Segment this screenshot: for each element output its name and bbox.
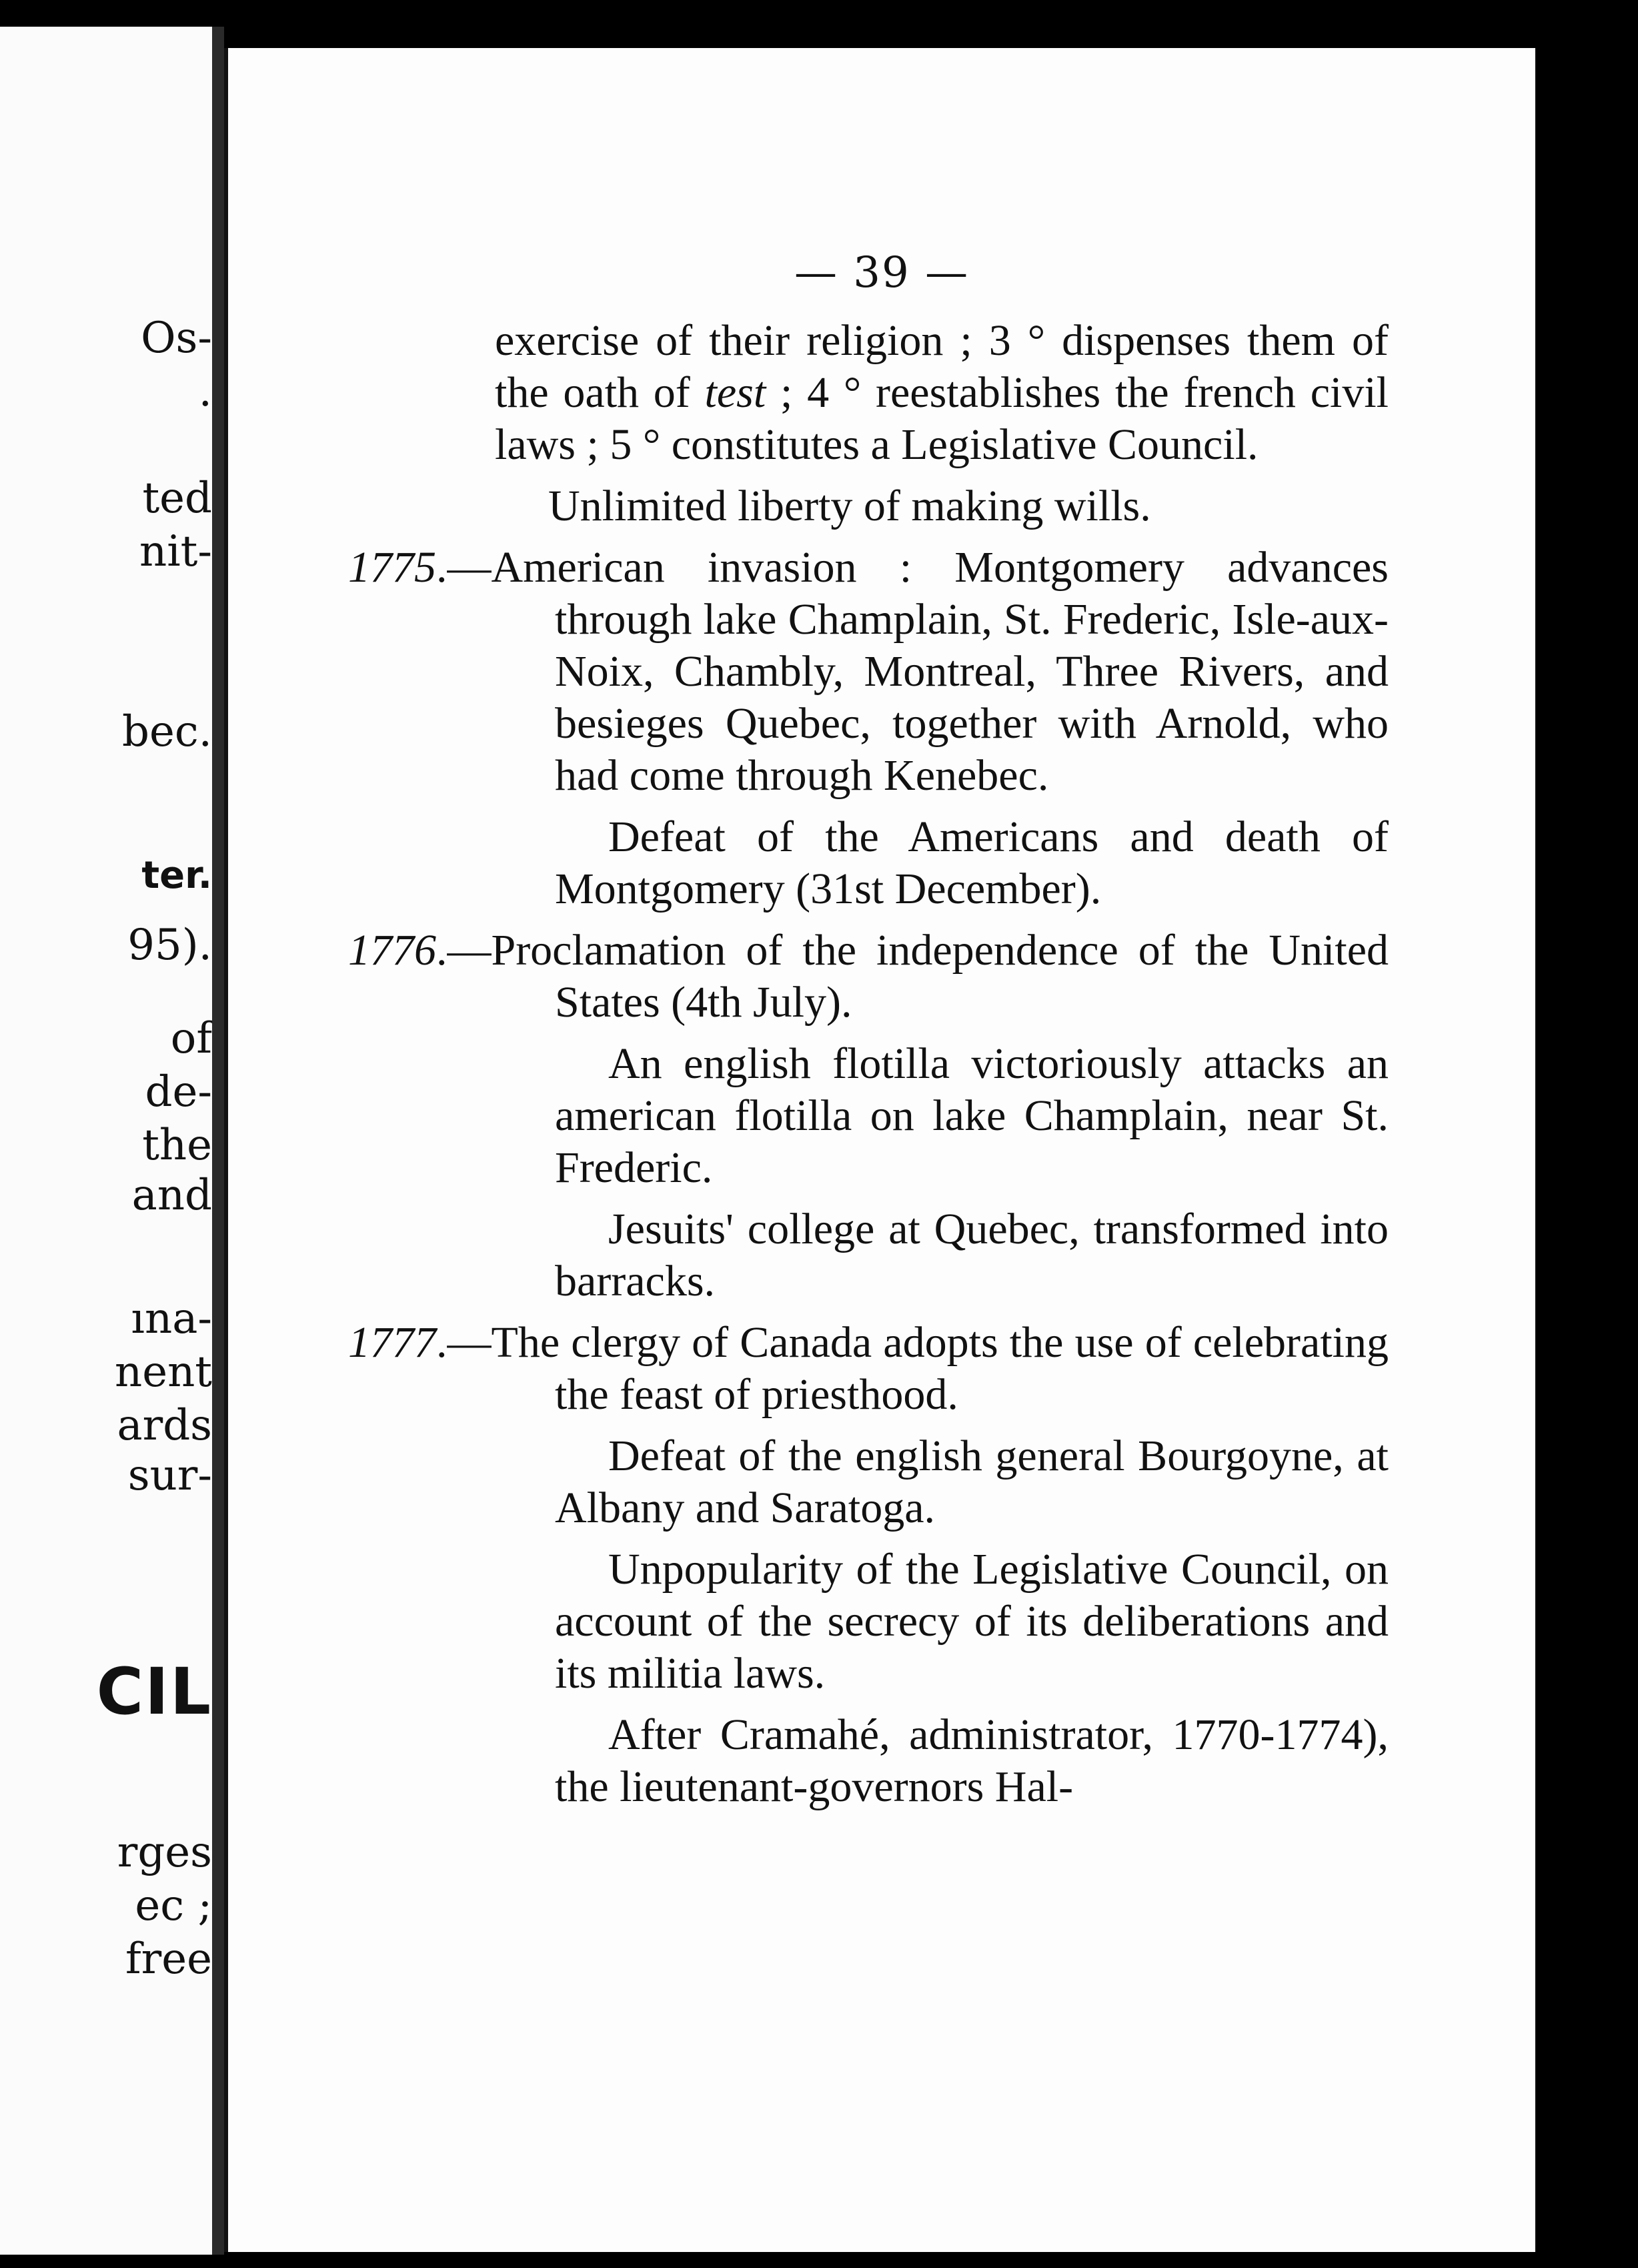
facing-text-fragment: ards (117, 1401, 212, 1450)
entry-sub-paragraph: Defeat of the english general Bourgoyne, at Albany and Saratoga. (555, 1432, 1389, 1532)
entry-text: .—American invasion : Montgomery advances through lake Champlain, St. Frederic, Isle-aux-Noix, Chambly, Montreal, Three Rivers, and besieges Quebec, together with Arnold, who had come through Kenebec. (436, 543, 1389, 800)
facing-text-fragment: . (198, 367, 212, 416)
facing-text-fragment: 95). (127, 921, 212, 970)
entry-text: .—The clergy of Canada adopts the use of celebrating the feast of priesthood. (436, 1318, 1389, 1419)
facing-text-fragment: and (131, 1171, 212, 1220)
facing-heading-fragment: CIL (96, 1654, 212, 1729)
facing-text-fragment: ted (142, 474, 212, 523)
chronology-entry (348, 1317, 1389, 1813)
page-gutter (212, 27, 224, 2255)
italic-term: test (704, 368, 766, 417)
entry-sub-paragraph: After Cramahé, administrator, 1770-1774), the lieutenant-governors Hal- (555, 1710, 1389, 1811)
facing-text-fragment: ter. (141, 854, 212, 897)
entry-year: 1776 (348, 926, 436, 975)
book-page (224, 48, 1535, 2252)
facing-text-fragment: nent (114, 1347, 212, 1397)
continuation-note: Unlimited liberty of making wills. (548, 482, 1151, 530)
facing-text-fragment: nit- (139, 527, 212, 576)
entry-sub-paragraph: Jesuits' college at Quebec, transformed into barracks. (555, 1205, 1389, 1305)
entry-sub-paragraph: Unpopularity of the Legislative Council, on account of the secrecy of its deliberations and its militia laws. (555, 1545, 1389, 1698)
entry-main (348, 925, 1389, 1029)
entry-main (348, 542, 1389, 802)
facing-text-fragment: de- (145, 1067, 212, 1117)
facing-text-fragment: the (142, 1121, 212, 1170)
page-number: — 39 — (794, 248, 970, 298)
facing-text-fragment: bec. (121, 707, 212, 756)
entry-sub-paragraph: Defeat of the Americans and death of Montgomery (31st December). (555, 812, 1389, 913)
entry-year: 1777 (348, 1318, 436, 1367)
entry-main (348, 1317, 1389, 1421)
chronology-entry (348, 542, 1389, 915)
facing-text-fragment: Os- (141, 314, 212, 363)
facing-text-fragment: of (170, 1014, 212, 1063)
continuation-text: exercise of their religion ; 3 ° dispenses them of the oath of (495, 316, 1389, 417)
chronology-entry (348, 925, 1389, 1307)
entry-text: .—Proclamation of the independence of the United States (4th July). (436, 926, 1389, 1027)
facing-text-fragment: ec ; (135, 1881, 212, 1930)
continuation-paragraph (348, 315, 1389, 471)
page-body (348, 315, 1389, 1822)
entry-year: 1775 (348, 543, 436, 592)
facing-text-fragment: rges (117, 1828, 212, 1877)
facing-text-fragment: free (125, 1934, 212, 1984)
facing-text-fragment: ına- (131, 1294, 212, 1343)
facing-page-fragment (0, 27, 212, 2255)
entry-sub-paragraph: An english flotilla victoriously attacks an american flotilla on lake Champlain, near St. Frederic. (555, 1039, 1389, 1192)
facing-text-fragment: sur- (127, 1451, 212, 1500)
continuation-text: ; 4 ° reestablishes the french civil laws ; 5 ° constitutes a Legislative Council. (495, 368, 1389, 469)
